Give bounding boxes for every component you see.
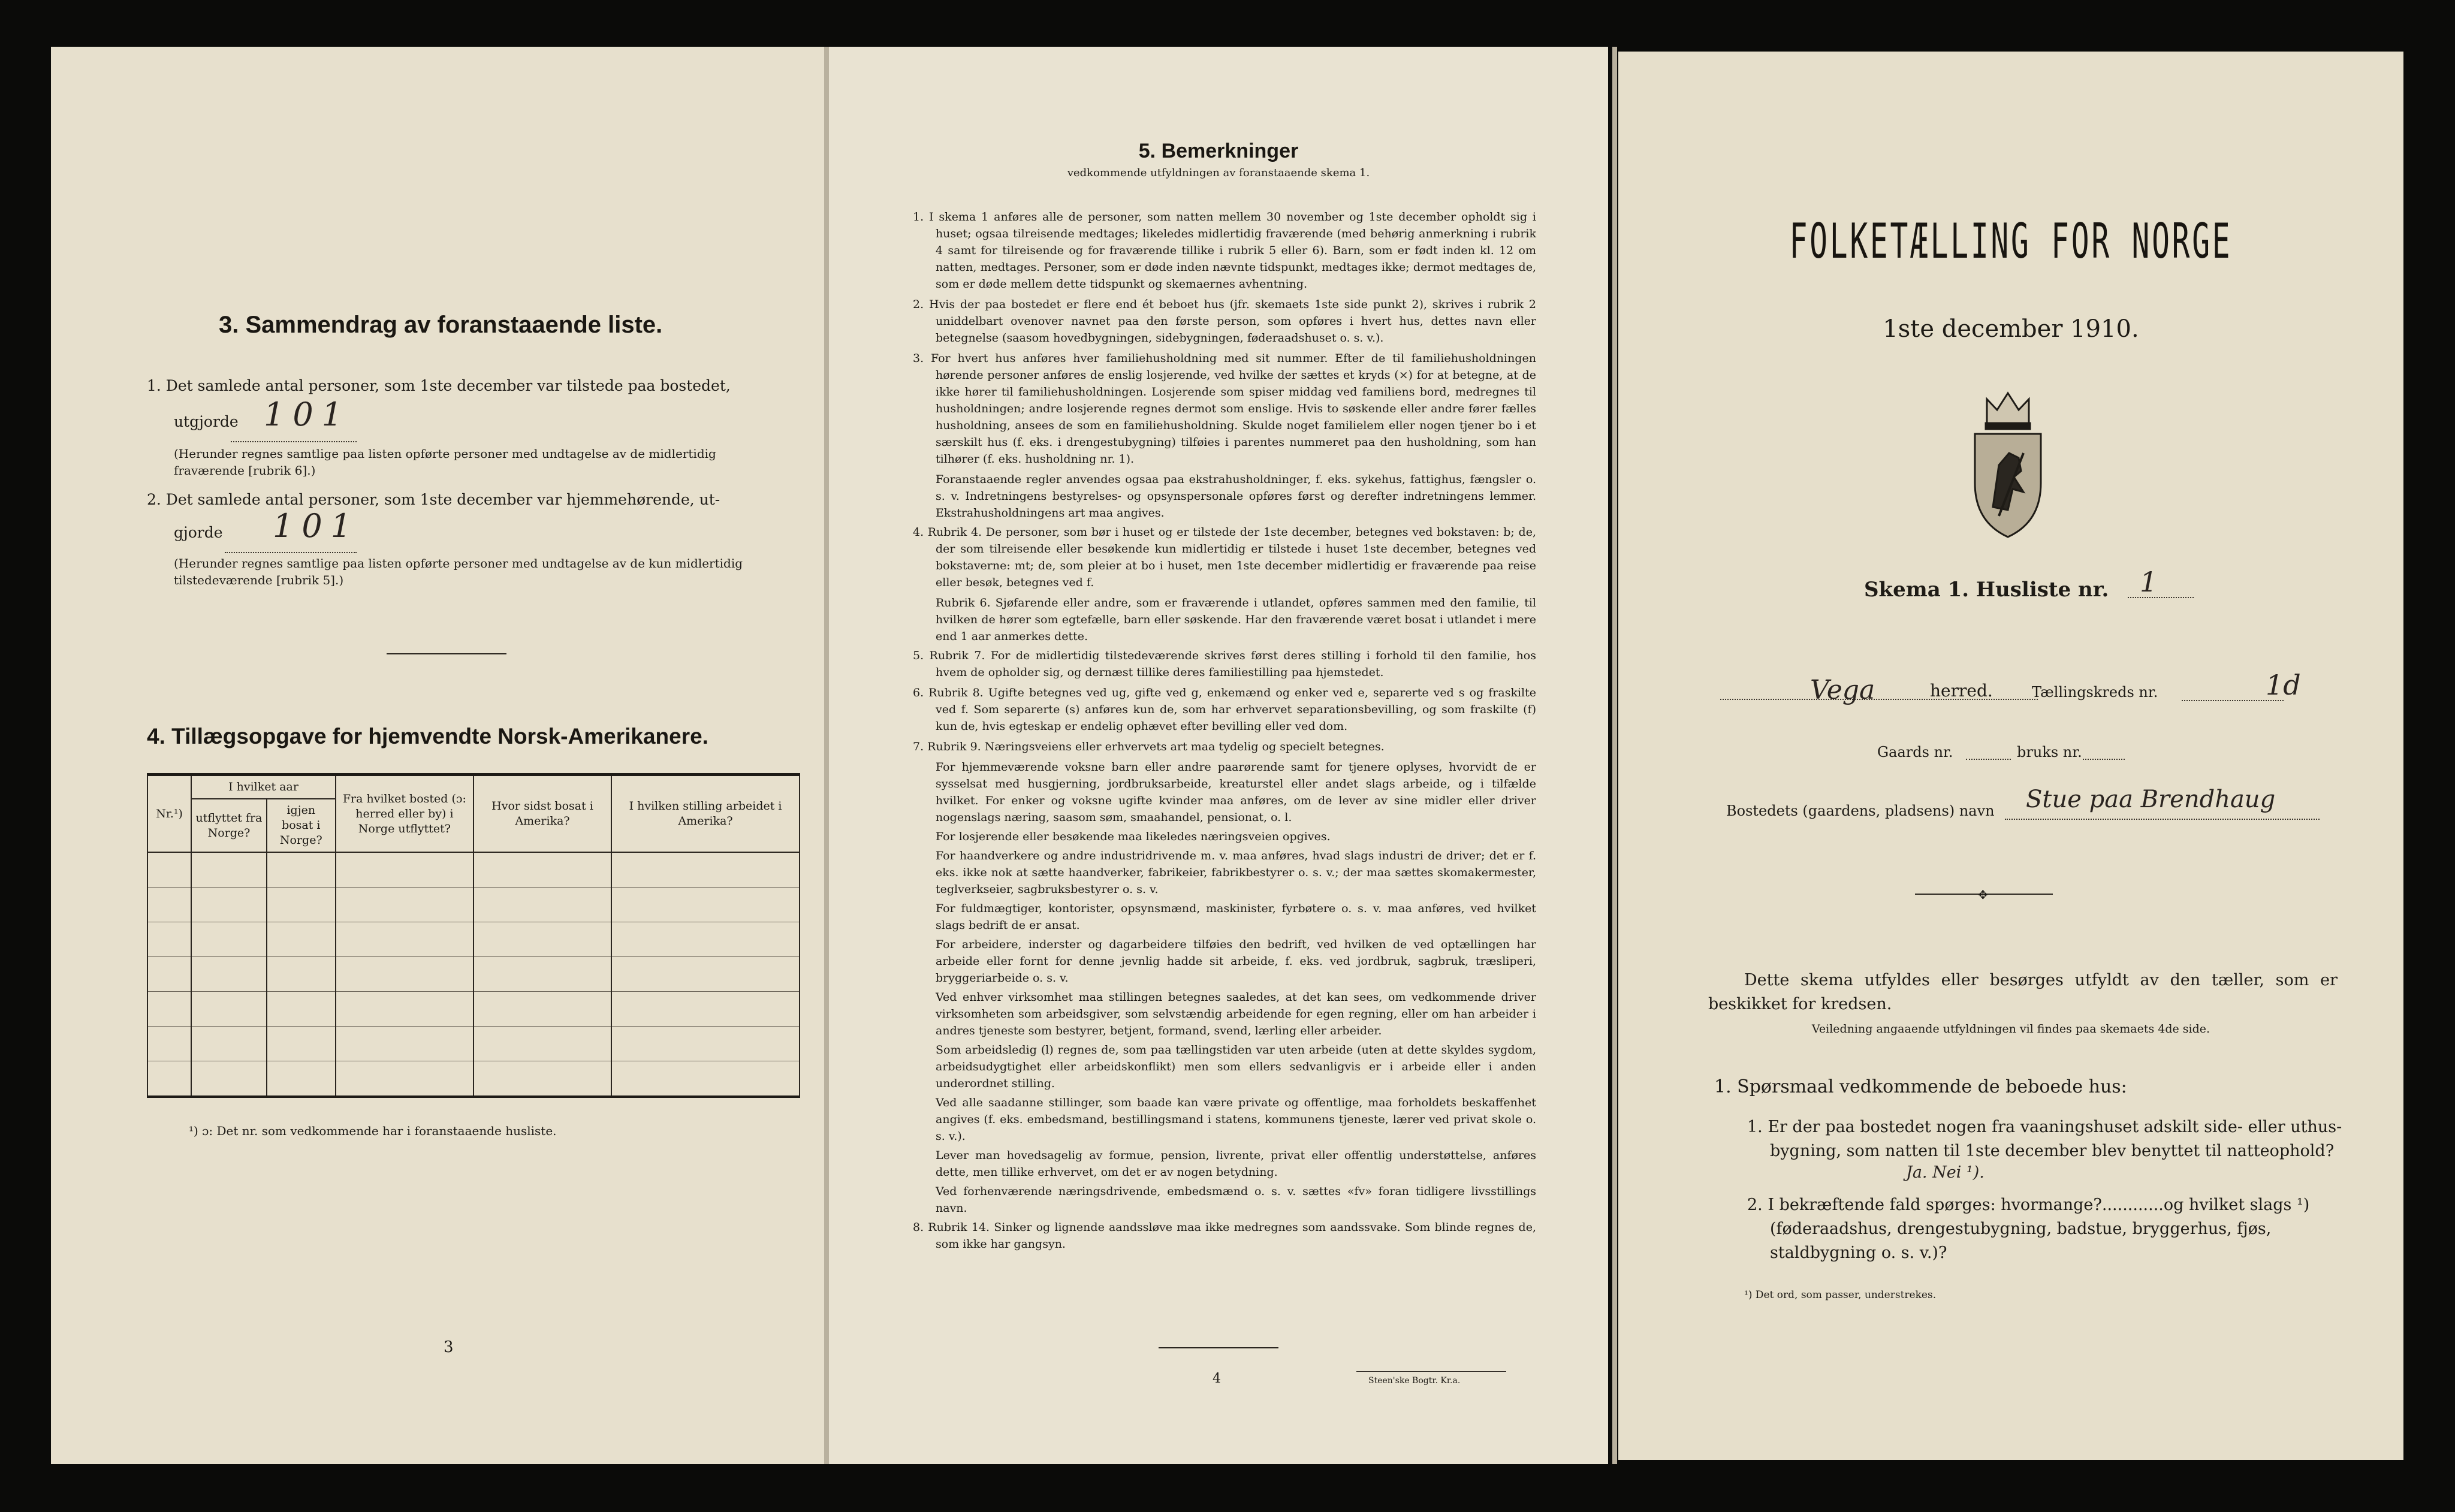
bruks-dotline bbox=[2083, 759, 2125, 760]
info-text: Dette skema utfyldes eller besørges utfyldt av den tæller, som er beskikket for kredsen. bbox=[1708, 971, 2338, 1013]
table-row bbox=[147, 992, 800, 1027]
kreds-dotline bbox=[2182, 700, 2284, 701]
husliste-nr: 1 bbox=[2140, 566, 2158, 598]
kreds-label: Tællingskreds nr. bbox=[2032, 684, 2158, 701]
col-group-year: I hvilket aar bbox=[191, 775, 336, 799]
col-bosted: Fra hvilket bosted (ɔ: herred eller by) i Norge utflyttet? bbox=[336, 775, 473, 853]
page-number: 4 bbox=[1213, 1371, 1221, 1386]
remark-7e: For arbeidere, inderster og dagarbeidere tilføies den bedrift, ved hvilken de ved optællingen har arbeide eller fornt for denne jevnlig hadde sit arbeide, f. eks. ved jordbruk, sagbruk, træsliperi, bryggeriarbeide o. s. v. bbox=[936, 938, 1536, 985]
remark-1: 1. I skema 1 anføres alle de personer, som natten mellem 30 november og 1ste december opholdt sig i huset; ogsaa tilreisende medtages; likeledes midlertidig fraværende (med behørig anmerkning i rubrik 4 samt for tilreisende og for fraværende tillike i rubrik 5 eller 6). Barn, som er født inden kl. 12 om natten, medtages. Personer, som er døde inden nævnte tidspunkt, medtages ikke; dermot medtages de, som er døde mellem dette tidspunkt og skemaernes avhentning. bbox=[913, 210, 1536, 291]
info-note: Veiledning angaaende utfyldningen vil findes paa skemaets 4de side. bbox=[1811, 1022, 2210, 1036]
col-nr: Nr.¹) bbox=[147, 775, 191, 853]
separator bbox=[1159, 1347, 1278, 1348]
item2-label: gjorde bbox=[174, 524, 223, 541]
col-utflyttet: utflyttet fra Norge? bbox=[191, 799, 267, 852]
remark-4: 4. Rubrik 4. De personer, som bør i huset og er tilstede der 1ste december, betegnes ved bokstaven: b; de, der som tilreisende eller besøkende kun midlertidig er tilstede i huset 1ste december, betegnes ved bokstaverne: mt; de, som pleier at bo i huset, men 1ste december midlertidig er fraværende paa reise eller besøk, betegnes ved f. bbox=[913, 526, 1536, 589]
bosted-label: Bostedets (gaardens, pladsens) navn bbox=[1726, 802, 1995, 819]
census-title: FOLKETÆLLING FOR NORGE bbox=[1789, 213, 2233, 269]
husliste-dotline bbox=[2128, 597, 2194, 598]
remark-3: 3. For hvert hus anføres hver familiehusholdning med sit nummer. Efter de til familiehusholdningen hørende personer anføres de enslig losjerende, ved hvilke der sættes et kryds (×) for at betegne, at de ikke hører til familiehusholdningen. Losjerende som spiser middag ved familiens bord, medregnes til husholdningen; andre losjerende regnes dermot som enslige. Hvis to søskende eller andre fører fælles husholdning, ansees de som en familiehusholdning. Skulde noget familielem eller nogen tjener bo i et særskilt hus (f. eks. i drengestubygning) tilføies i parentes nummeret paa den husholdning, som han tilhører (f. eks. husholdning nr. 1). bbox=[913, 352, 1536, 466]
question-1-answer: Ja. Nei ¹). bbox=[1906, 1163, 1984, 1182]
gaards-label: Gaards nr. bbox=[1877, 744, 1953, 760]
remark-7a: For hjemmeværende voksne barn eller andre paarørende samt for tjenere oplyses, hvorvidt de er sysselsat med husgjerning, jordbruksarbeide, kreaturstel eller andet slags arbeide, og i tilfælde hvilket. For enker og voksne ugifte kvinder maa anføres, om de lever av sine midler eller driver nogenslags næring, saasom søm, smaahandel, pensionat, o. l. bbox=[936, 760, 1536, 824]
remark-6: 6. Rubrik 8. Ugifte betegnes ved ug, gifte ved g, enkemænd og enker ved e, separerte ved s og fraskilte ved f. Som separerte (s) anføres kun de, som har erhvervet separationsbevilling, og som fraskilte (f) kun de, hvis egteskap er endelig ophævet efter bevilling eller ved dom. bbox=[913, 686, 1536, 733]
item2-dotline bbox=[225, 552, 357, 553]
table-row bbox=[147, 888, 800, 922]
item1-value: 101 bbox=[264, 396, 351, 433]
page-fold bbox=[824, 47, 829, 1464]
page-number: 3 bbox=[444, 1338, 454, 1356]
item2-value: 101 bbox=[273, 507, 360, 545]
remark-7d: For fuldmægtiger, kontorister, opsynsmænd, maskinister, fyrbøtere o. s. v. maa anføres, ved hvilket slags bedrift de er ansat. bbox=[936, 902, 1536, 932]
col-igjen: igjen bosat i Norge? bbox=[267, 799, 336, 852]
remark-2: 2. Hvis der paa bostedet er flere end ét beboet hus (jfr. skemaets 1ste side punkt 2), skrives i rubrik 2 uniddelbart ovenover navnet paa den første person, som opføres i hvert hus, dettes navn eller betegnelse (saasom hovedbygningen, sidebygningen, føderaadshuset o. s. v.). bbox=[913, 298, 1536, 345]
bemerkninger-subtitle: vedkommende utfyldningen av foranstaaende skema 1. bbox=[1067, 167, 1370, 179]
herred-label: herred. bbox=[1930, 681, 1993, 701]
table-row bbox=[147, 957, 800, 992]
item1-label: utgjorde bbox=[174, 413, 239, 430]
printer-rule bbox=[1356, 1371, 1506, 1372]
remark-3b: Foranstaaende regler anvendes ogsaa paa ekstrahusholdninger, f. eks. sykehus, fattighus, fængsler o. s. v. Indretningens bestyrelses- og opsynspersonale opføres først og derefter indretningens lemmer. Ekstrahusholdningens art maa angives. bbox=[936, 473, 1536, 520]
remark-7g: Som arbeidsledig (l) regnes de, som paa tællingstiden var uten arbeide (uten at dette skyldes sygdom, arbeidsudygtighet eller arbeidskonflikt) men som ellers sedvanligvis er i arbeide eller i anden underordnet stilling. bbox=[936, 1043, 1536, 1090]
col-stilling: I hvilken stilling arbeidet i Amerika? bbox=[611, 775, 800, 853]
middle-page bbox=[829, 47, 1608, 1464]
footnote: ¹) Det ord, som passer, understrekes. bbox=[1744, 1289, 1937, 1301]
bosted-dotline bbox=[2005, 819, 2320, 820]
bosted-value: Stue paa Brendhaug bbox=[2026, 786, 2276, 813]
norsk-amerikanere-table bbox=[147, 773, 800, 1098]
separator bbox=[387, 653, 506, 654]
remark-7: 7. Rubrik 9. Næringsveiens eller erhvervets art maa tydelig og specielt betegnes. bbox=[913, 740, 1385, 753]
section3-title: 3. Sammendrag av foranstaaende liste. bbox=[219, 312, 663, 338]
col-hvor: Hvor sidst bosat i Amerika? bbox=[473, 775, 611, 853]
table-row bbox=[147, 852, 800, 888]
left-page bbox=[51, 47, 824, 1464]
remark-7c: For haandverkere og andre industridrivende m. v. maa anføres, hvad slags industri de driver; det er f. eks. ikke nok at sætte haandverker, fabrikeier, fabrikbestyrer o. s. v.; der maa sættes skomakermester, teglverkseier, sagbruksbestyrer o. s. v. bbox=[936, 849, 1536, 896]
right-page bbox=[1618, 52, 2403, 1460]
item1-dotline bbox=[231, 441, 357, 442]
remark-7h: Ved alle saadanne stillinger, som baade kan være private og offentlige, maa forholdets beskaffenhet angives (f. eks. embedsmand, bestillingsmand i statens, kommunens tjeneste, lærer ved privat skole o. s. v.). bbox=[936, 1096, 1536, 1143]
gaards-dotline bbox=[1966, 759, 2011, 760]
bemerkninger-title: 5. Bemerkninger bbox=[1138, 140, 1299, 162]
section4-title: 4. Tillægsopgave for hjemvendte Norsk-Amerikanere. bbox=[147, 724, 708, 749]
schema-label: Skema 1. Husliste nr. bbox=[1864, 578, 2109, 602]
table-row bbox=[147, 922, 800, 957]
questions-heading: 1. Spørsmaal vedkommende de beboede hus: bbox=[1714, 1076, 2127, 1097]
item2-note: (Herunder regnes samtlige paa listen opførte personer med undtagelse av de kun midlertidig tilstedeværende [rubrik 5].) bbox=[174, 556, 743, 587]
kreds-value: 1d bbox=[2266, 669, 2301, 701]
item2-text: 2. Det samlede antal personer, som 1ste december var hjemmehørende, ut- bbox=[147, 491, 720, 508]
remark-7f: Ved enhver virksomhet maa stillingen betegnes saaledes, at det kan sees, om vedkommende driver virksomheten som arbeidsgiver, som selvstændig arbeidende for egen regning, eller om han arbeider i andres tjeneste som bestyrer, betjent, formand, svend, lærling eller arbeider. bbox=[936, 991, 1536, 1037]
remark-7i: Lever man hovedsagelig av formue, pension, livrente, privat eller offentlig understøttelse, anføres dette, men tillike erhvervet, om det er av nogen betydning. bbox=[936, 1149, 1536, 1179]
ornament-icon: ✥ bbox=[1978, 888, 1988, 902]
question-2: 2. I bekræftende fald spørges: hvormange?............og hvilket slags ¹) (føderaadshus, drengestubygning, badstue, bryggerhus, fjøs, staldbygning o. s. v.)? bbox=[1747, 1196, 2310, 1262]
coat-of-arms-icon bbox=[1966, 387, 2050, 543]
remark-7j: Ved forhenværende næringsdrivende, embedsmænd o. s. v. sættes «fv» foran tidligere livsstillings navn. bbox=[936, 1185, 1536, 1215]
bemerkninger-list bbox=[913, 209, 1536, 1256]
table-footnote: ¹) ɔ: Det nr. som vedkommende har i foranstaaende husliste. bbox=[189, 1124, 557, 1138]
printer-mark: Steen'ske Bogtr. Kr.a. bbox=[1368, 1376, 1461, 1386]
question-1: 1. Er der paa bostedet nogen fra vaaningshuset adskilt side- eller uthus-bygning, som natten til 1ste december blev benyttet til natteophold? bbox=[1747, 1118, 2342, 1160]
item1-note: (Herunder regnes samtlige paa listen opførte personer med undtagelse av de midlertidig fraværende [rubrik 6].) bbox=[174, 446, 716, 478]
page-fold bbox=[1612, 47, 1617, 1464]
table-body bbox=[147, 852, 800, 1097]
table-row bbox=[147, 1027, 800, 1061]
census-date: 1ste december 1910. bbox=[1883, 315, 2139, 343]
remark-5: 5. Rubrik 7. For de midlertidig tilstedeværende skrives først deres stilling i forhold til den familie, hos hvem de opholder sig, og dernæst tillike deres familiestilling paa hjemstedet. bbox=[913, 649, 1536, 679]
item1-text: 1. Det samlede antal personer, som 1ste december var tilstede paa bostedet, bbox=[147, 377, 731, 394]
bruks-label: bruks nr. bbox=[2017, 744, 2082, 760]
remark-8: 8. Rubrik 14. Sinker og lignende aandssløve maa ikke medregnes som aandssvake. Som blinde regnes de, som ikke har gangsyn. bbox=[913, 1221, 1536, 1251]
herred-value: Vega bbox=[1810, 675, 1875, 705]
remark-4b: Rubrik 6. Sjøfarende eller andre, som er fraværende i utlandet, opføres sammen med den familie, til hvilken de hører som egtefælle, barn eller søskende. Har den fraværende været bosat i utlandet i mere end 1 aar anmerkes dette. bbox=[936, 596, 1536, 643]
remark-7b: For losjerende eller besøkende maa likeledes næringsveien opgives. bbox=[936, 830, 1331, 843]
table-row bbox=[147, 1061, 800, 1097]
